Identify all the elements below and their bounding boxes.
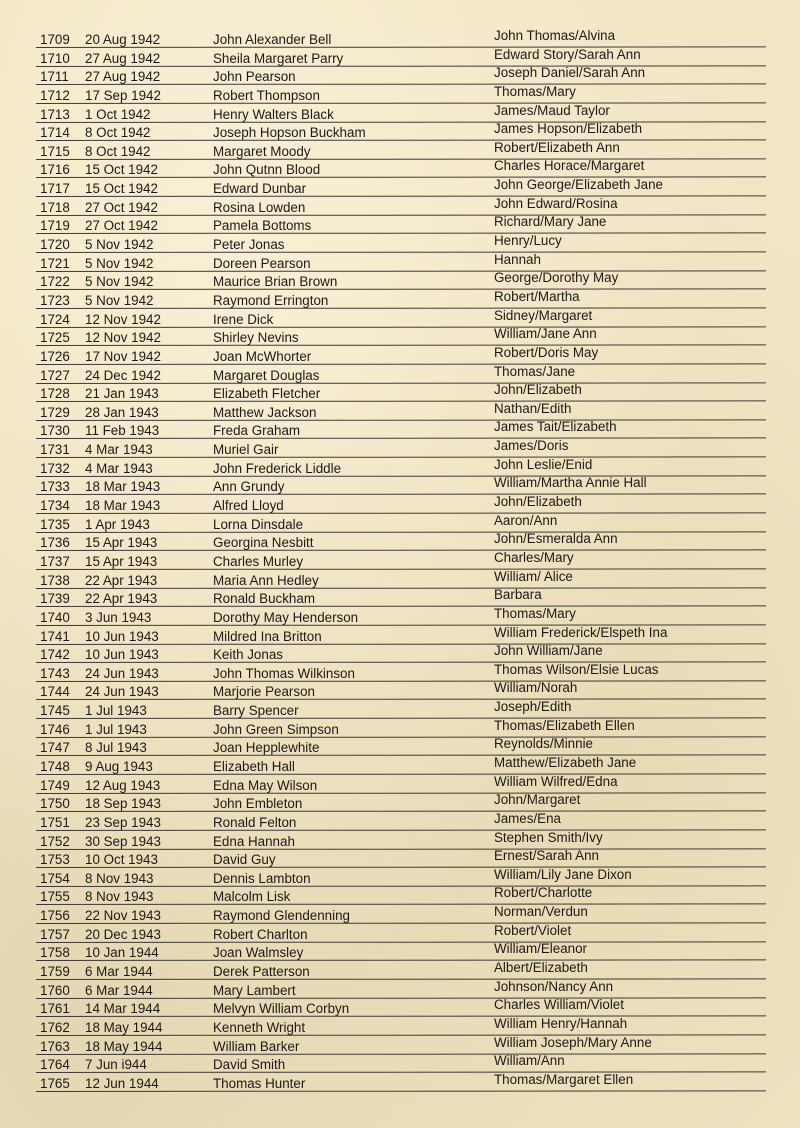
entry-date: 18 May 1944 bbox=[85, 1038, 163, 1054]
entry-number: 1762 bbox=[40, 1019, 70, 1035]
entry-number: 1733 bbox=[40, 479, 70, 495]
parents-names: James/Doris bbox=[494, 438, 569, 454]
child-name: Charles Murley bbox=[213, 553, 304, 569]
entry-date: 12 Aug 1943 bbox=[85, 777, 161, 793]
entry-number: 1714 bbox=[40, 125, 70, 141]
child-name: Joan McWhorter bbox=[213, 348, 312, 364]
entry-date: 1 Oct 1942 bbox=[85, 106, 151, 122]
child-name: Shirley Nevins bbox=[213, 330, 299, 346]
child-name: John Alexander Bell bbox=[213, 32, 332, 47]
entry-number: 1757 bbox=[40, 926, 70, 942]
entry-number: 1717 bbox=[40, 181, 70, 197]
entry-date: 12 Nov 1942 bbox=[85, 311, 161, 327]
entry-number: 1754 bbox=[40, 870, 70, 886]
parents-names: William Frederick/Elspeth Ina bbox=[494, 624, 668, 640]
child-name: Raymond Glendenning bbox=[213, 908, 350, 924]
entry-number: 1743 bbox=[40, 665, 70, 681]
parents-names: Thomas/Mary bbox=[494, 605, 576, 621]
entry-date: 5 Nov 1942 bbox=[85, 255, 154, 271]
entry-date: 10 Jan 1944 bbox=[85, 945, 159, 961]
child-name: John Green Simpson bbox=[213, 721, 339, 737]
entry-date: 20 Aug 1942 bbox=[85, 32, 161, 47]
register-row bbox=[0, 178, 800, 197]
parents-names: Robert/Martha bbox=[494, 288, 580, 304]
entry-date: 20 Dec 1943 bbox=[85, 926, 161, 942]
parents-names: William Joseph/Mary Anne bbox=[494, 1034, 652, 1050]
register-row bbox=[0, 253, 800, 272]
parents-names: Norman/Verdun bbox=[494, 904, 588, 920]
entry-date: 24 Dec 1942 bbox=[85, 367, 161, 383]
register-row bbox=[0, 141, 800, 160]
entry-number: 1730 bbox=[40, 423, 70, 439]
entry-date: 27 Oct 1942 bbox=[85, 218, 158, 234]
child-name: Ronald Buckham bbox=[213, 591, 315, 607]
parents-names: Nathan/Edith bbox=[494, 400, 572, 416]
parents-names: Robert/Elizabeth Ann bbox=[494, 139, 620, 155]
register-row bbox=[0, 66, 800, 85]
entry-number: 1715 bbox=[40, 143, 70, 159]
parents-names: Charles William/Violet bbox=[494, 997, 624, 1013]
child-name: Doreen Pearson bbox=[213, 255, 311, 271]
register-row bbox=[0, 924, 800, 943]
register-row bbox=[0, 327, 800, 346]
parents-names: James Hopson/Elizabeth bbox=[494, 121, 643, 137]
parents-names: Johnson/Nancy Ann bbox=[494, 978, 614, 994]
child-name: Freda Graham bbox=[213, 423, 301, 439]
parents-names: William/Martha Annie Hall bbox=[494, 475, 647, 491]
register-row bbox=[0, 458, 800, 477]
parents-names: James Tait/Elizabeth bbox=[494, 419, 617, 435]
entry-date: 18 May 1944 bbox=[85, 1019, 163, 1035]
parents-names: Ernest/Sarah Ann bbox=[494, 848, 599, 864]
register-row bbox=[0, 439, 800, 458]
register-row bbox=[0, 365, 800, 384]
child-name: Maurice Brian Brown bbox=[213, 274, 338, 290]
child-name: Robert Charlton bbox=[213, 926, 308, 942]
register-row bbox=[0, 476, 800, 495]
child-name: Peter Jonas bbox=[213, 237, 285, 253]
entry-number: 1719 bbox=[40, 218, 70, 234]
register-row bbox=[0, 514, 800, 533]
register-row bbox=[0, 1073, 800, 1092]
child-name: Mildred Ina Britton bbox=[213, 628, 322, 644]
entry-date: 9 Aug 1943 bbox=[85, 758, 153, 774]
parents-names: Robert/Doris May bbox=[494, 344, 599, 360]
entry-date: 21 Jan 1943 bbox=[85, 386, 159, 402]
child-name: Ann Grundy bbox=[213, 479, 285, 495]
register-row bbox=[0, 383, 800, 402]
child-name: Margaret Moody bbox=[213, 143, 311, 159]
entry-date: 1 Jul 1943 bbox=[85, 721, 147, 737]
parents-names: John Leslie/Enid bbox=[494, 456, 593, 472]
entry-date: 5 Nov 1942 bbox=[85, 292, 154, 308]
child-name: Ronald Felton bbox=[213, 814, 297, 830]
entry-number: 1727 bbox=[40, 367, 70, 383]
entry-number: 1724 bbox=[40, 311, 70, 327]
parents-names: John/Elizabeth bbox=[494, 382, 582, 398]
entry-date: 1 Jul 1943 bbox=[85, 703, 147, 719]
entry-date: 27 Oct 1942 bbox=[85, 199, 158, 215]
entry-date: 18 Sep 1943 bbox=[85, 796, 161, 812]
register-row bbox=[0, 104, 800, 123]
child-name: Joan Hepplewhite bbox=[213, 740, 320, 756]
parents-names: John George/Elizabeth Jane bbox=[494, 177, 663, 193]
entry-date: 3 Jun 1943 bbox=[85, 609, 152, 625]
entry-date: 18 Mar 1943 bbox=[85, 479, 161, 495]
entry-date: 7 Jun i944 bbox=[85, 1057, 147, 1073]
register-row bbox=[0, 681, 800, 700]
entry-date: 12 Nov 1942 bbox=[85, 330, 161, 346]
entry-date: 8 Nov 1943 bbox=[85, 889, 154, 905]
parents-names: John Thomas/Alvina bbox=[494, 28, 616, 43]
parents-names: William/Lily Jane Dixon bbox=[494, 866, 632, 882]
register-row bbox=[0, 1054, 800, 1073]
parents-names: George/Dorothy May bbox=[494, 270, 619, 286]
entry-number: 1741 bbox=[40, 628, 70, 644]
entry-number: 1709 bbox=[40, 32, 70, 47]
register-row bbox=[0, 663, 800, 682]
entry-number: 1752 bbox=[40, 833, 70, 849]
entry-number: 1736 bbox=[40, 535, 70, 551]
child-name: Melvyn William Corbyn bbox=[213, 1001, 350, 1017]
register-row bbox=[0, 756, 800, 775]
register-row bbox=[0, 868, 800, 887]
child-name: Edna Hannah bbox=[213, 833, 295, 849]
entry-number: 1710 bbox=[40, 50, 70, 66]
parents-names: Charles/Mary bbox=[494, 549, 574, 565]
entry-number: 1744 bbox=[40, 684, 70, 700]
register-row bbox=[0, 719, 800, 738]
entry-number: 1734 bbox=[40, 498, 70, 514]
parents-names: Hannah bbox=[494, 251, 541, 267]
child-name: William Barker bbox=[213, 1038, 300, 1054]
parents-names: William/ Alice bbox=[494, 568, 573, 584]
parents-names: James/Ena bbox=[494, 810, 561, 826]
entry-number: 1729 bbox=[40, 404, 70, 420]
child-name: Thomas Hunter bbox=[213, 1075, 306, 1091]
entry-number: 1738 bbox=[40, 572, 70, 588]
parents-names: William/Eleanor bbox=[494, 941, 588, 957]
entry-date: 27 Aug 1942 bbox=[85, 69, 161, 85]
entry-date: 8 Nov 1943 bbox=[85, 870, 154, 886]
child-name: Rosina Lowden bbox=[213, 199, 306, 215]
register-row bbox=[0, 998, 800, 1017]
register-row bbox=[0, 85, 800, 104]
child-name: John Frederick Liddle bbox=[213, 460, 342, 476]
entry-number: 1726 bbox=[40, 348, 70, 364]
entry-number: 1732 bbox=[40, 460, 70, 476]
parents-names: Joseph/Edith bbox=[494, 699, 572, 715]
register-row bbox=[0, 551, 800, 570]
entry-date: 15 Apr 1943 bbox=[85, 553, 158, 569]
entry-date: 14 Mar 1944 bbox=[85, 1001, 161, 1017]
child-name: Barry Spencer bbox=[213, 703, 299, 719]
entry-number: 1716 bbox=[40, 162, 70, 178]
child-name: Pamela Bottoms bbox=[213, 218, 312, 234]
entry-number: 1718 bbox=[40, 199, 70, 215]
entry-date: 12 Jun 1944 bbox=[85, 1075, 159, 1091]
parents-names: Robert/Violet bbox=[494, 922, 572, 938]
entry-date: 15 Oct 1942 bbox=[85, 162, 158, 178]
parents-names: William/Jane Ann bbox=[494, 326, 597, 342]
child-name: Malcolm Lisk bbox=[213, 889, 291, 905]
entry-number: 1711 bbox=[40, 69, 69, 85]
child-name: John Embleton bbox=[213, 796, 303, 812]
entry-date: 8 Oct 1942 bbox=[85, 143, 151, 159]
child-name: Derek Patterson bbox=[213, 964, 310, 980]
entry-number: 1725 bbox=[40, 330, 70, 346]
parents-names: Thomas/Margaret Ellen bbox=[494, 1071, 634, 1087]
entry-date: 8 Jul 1943 bbox=[85, 740, 147, 756]
child-name: Dorothy May Henderson bbox=[213, 609, 359, 625]
register-row bbox=[0, 420, 800, 439]
parents-names: Thomas/Jane bbox=[494, 363, 576, 379]
child-name: Matthew Jackson bbox=[213, 404, 317, 420]
entry-date: 6 Mar 1944 bbox=[85, 982, 153, 998]
entry-number: 1735 bbox=[40, 516, 70, 532]
entry-number: 1742 bbox=[40, 647, 70, 663]
parents-names: Sidney/Margaret bbox=[494, 307, 593, 323]
entry-number: 1740 bbox=[40, 609, 70, 625]
entry-date: 4 Mar 1943 bbox=[85, 442, 153, 458]
register-row bbox=[0, 346, 800, 365]
parents-names: Richard/Mary Jane bbox=[494, 214, 607, 230]
entry-date: 11 Feb 1943 bbox=[85, 423, 160, 439]
entry-number: 1722 bbox=[40, 274, 70, 290]
entry-date: 6 Mar 1944 bbox=[85, 964, 153, 980]
register-row bbox=[0, 831, 800, 850]
child-name: Alfred Lloyd bbox=[213, 498, 284, 514]
entry-number: 1747 bbox=[40, 740, 70, 756]
entry-number: 1758 bbox=[40, 945, 70, 961]
entry-number: 1759 bbox=[40, 964, 70, 980]
entry-number: 1764 bbox=[40, 1057, 70, 1073]
parents-names: Aaron/Ann bbox=[494, 512, 558, 528]
register-row bbox=[0, 159, 800, 178]
entry-date: 10 Jun 1943 bbox=[85, 647, 159, 663]
parents-names: James/Maud Taylor bbox=[494, 102, 610, 118]
entry-number: 1745 bbox=[40, 703, 70, 719]
entry-date: 27 Aug 1942 bbox=[85, 50, 161, 66]
entry-date: 22 Apr 1943 bbox=[85, 572, 158, 588]
parents-names: Matthew/Elizabeth Jane bbox=[494, 754, 637, 770]
register-row bbox=[0, 215, 800, 234]
parents-names: John William/Jane bbox=[494, 643, 603, 659]
parents-names: Thomas Wilson/Elsie Lucas bbox=[494, 661, 659, 677]
entry-date: 17 Sep 1942 bbox=[85, 87, 161, 103]
register-table bbox=[0, 29, 800, 1092]
child-name: Edward Dunbar bbox=[213, 181, 307, 197]
entry-number: 1749 bbox=[40, 777, 70, 793]
parents-names: Reynolds/Minnie bbox=[494, 736, 593, 752]
entry-date: 5 Nov 1942 bbox=[85, 274, 154, 290]
child-name: Lorna Dinsdale bbox=[213, 516, 304, 532]
parents-names: William Henry/Hannah bbox=[494, 1015, 628, 1031]
entry-date: 15 Oct 1942 bbox=[85, 181, 158, 197]
entry-number: 1720 bbox=[40, 237, 70, 253]
child-name: Mary Lambert bbox=[213, 982, 296, 998]
entry-number: 1723 bbox=[40, 292, 70, 308]
child-name: Muriel Gair bbox=[213, 442, 279, 458]
parents-names: Stephen Smith/Ivy bbox=[494, 829, 603, 845]
child-name: Sheila Margaret Parry bbox=[213, 50, 344, 66]
parents-names: William Wilfred/Edna bbox=[494, 773, 618, 789]
child-name: Joseph Hopson Buckham bbox=[213, 125, 366, 141]
parents-names: John Edward/Rosina bbox=[494, 195, 618, 211]
child-name: Marjorie Pearson bbox=[213, 684, 315, 700]
register-row bbox=[0, 532, 800, 551]
register-row bbox=[0, 793, 800, 812]
register-row bbox=[0, 644, 800, 663]
register-row bbox=[0, 942, 800, 961]
entry-date: 23 Sep 1943 bbox=[85, 814, 161, 830]
entry-number: 1756 bbox=[40, 908, 70, 924]
entry-date: 28 Jan 1943 bbox=[85, 404, 159, 420]
register-row bbox=[0, 122, 800, 141]
child-name: Georgina Nesbitt bbox=[213, 535, 314, 551]
entry-date: 22 Apr 1943 bbox=[85, 591, 158, 607]
register-row bbox=[0, 607, 800, 626]
register-row bbox=[0, 905, 800, 924]
register-row bbox=[0, 29, 800, 48]
register-row bbox=[0, 570, 800, 589]
entry-number: 1760 bbox=[40, 982, 70, 998]
child-name: John Pearson bbox=[213, 69, 296, 85]
register-row bbox=[0, 290, 800, 309]
child-name: Kenneth Wright bbox=[213, 1019, 306, 1035]
register-row bbox=[0, 588, 800, 607]
child-name: Edna May Wilson bbox=[213, 777, 318, 793]
entry-number: 1737 bbox=[40, 553, 70, 569]
register-row bbox=[0, 961, 800, 980]
register-row bbox=[0, 271, 800, 290]
parents-names: Henry/Lucy bbox=[494, 233, 562, 249]
entry-number: 1765 bbox=[40, 1075, 70, 1091]
parents-names: Charles Horace/Margaret bbox=[494, 158, 645, 174]
entry-number: 1755 bbox=[40, 889, 70, 905]
entry-number: 1753 bbox=[40, 852, 70, 868]
parents-names: John/Elizabeth bbox=[494, 494, 582, 510]
child-name: Keith Jonas bbox=[213, 647, 283, 663]
entry-number: 1746 bbox=[40, 721, 70, 737]
register-row bbox=[0, 700, 800, 719]
parents-names: Edward Story/Sarah Ann bbox=[494, 46, 641, 62]
child-name: Margaret Douglas bbox=[213, 367, 320, 383]
parents-names: John/Esmeralda Ann bbox=[494, 531, 618, 547]
parents-names: Robert/Charlotte bbox=[494, 885, 593, 901]
entry-date: 17 Nov 1942 bbox=[85, 348, 161, 364]
entry-number: 1713 bbox=[40, 106, 70, 122]
entry-number: 1750 bbox=[40, 796, 70, 812]
register-row bbox=[0, 775, 800, 794]
entry-date: 5 Nov 1942 bbox=[85, 237, 154, 253]
entry-date: 4 Mar 1943 bbox=[85, 460, 153, 476]
register-row bbox=[0, 309, 800, 328]
child-name: Elizabeth Fletcher bbox=[213, 386, 321, 402]
entry-number: 1721 bbox=[40, 255, 70, 271]
register-row bbox=[0, 1036, 800, 1055]
register-row bbox=[0, 48, 800, 67]
register-row bbox=[0, 197, 800, 216]
parents-names: Joseph Daniel/Sarah Ann bbox=[494, 65, 646, 81]
child-name: David Smith bbox=[213, 1057, 286, 1073]
register-row bbox=[0, 849, 800, 868]
entry-number: 1712 bbox=[40, 87, 70, 103]
entry-number: 1731 bbox=[40, 442, 70, 458]
child-name: Dennis Lambton bbox=[213, 870, 311, 886]
child-name: Henry Walters Black bbox=[213, 106, 334, 122]
parents-names: Albert/Elizabeth bbox=[494, 960, 588, 976]
parents-names: Thomas/Mary bbox=[494, 83, 576, 99]
entry-number: 1728 bbox=[40, 386, 70, 402]
register-row bbox=[0, 737, 800, 756]
register-row bbox=[0, 812, 800, 831]
entry-date: 10 Jun 1943 bbox=[85, 628, 159, 644]
child-name: John Thomas Wilkinson bbox=[213, 665, 355, 681]
entry-date: 1 Apr 1943 bbox=[85, 516, 150, 532]
entry-date: 18 Mar 1943 bbox=[85, 498, 161, 514]
register-row bbox=[0, 234, 800, 253]
child-name: Joan Walmsley bbox=[213, 945, 304, 961]
child-name: John Qutnn Blood bbox=[213, 162, 321, 178]
entry-number: 1751 bbox=[40, 814, 70, 830]
parents-names: John/Margaret bbox=[494, 792, 581, 808]
child-name: Irene Dick bbox=[213, 311, 274, 327]
child-name: Elizabeth Hall bbox=[213, 758, 295, 774]
entry-number: 1748 bbox=[40, 758, 70, 774]
register-row bbox=[0, 1017, 800, 1036]
entry-date: 24 Jun 1943 bbox=[85, 665, 159, 681]
register-row bbox=[0, 980, 800, 999]
entry-number: 1761 bbox=[40, 1001, 70, 1017]
register-row bbox=[0, 495, 800, 514]
child-name: Raymond Errington bbox=[213, 292, 329, 308]
entry-number: 1763 bbox=[40, 1038, 70, 1054]
child-name: David Guy bbox=[213, 852, 276, 868]
entry-date: 30 Sep 1943 bbox=[85, 833, 161, 849]
register-row bbox=[0, 626, 800, 645]
register-row bbox=[0, 886, 800, 905]
parents-names: William/Ann bbox=[494, 1053, 565, 1069]
parents-names: Barbara bbox=[494, 587, 542, 603]
entry-date: 10 Oct 1943 bbox=[85, 852, 158, 868]
child-name: Robert Thompson bbox=[213, 87, 320, 103]
entry-number: 1739 bbox=[40, 591, 70, 607]
register-row bbox=[0, 402, 800, 421]
entry-date: 8 Oct 1942 bbox=[85, 125, 151, 141]
entry-date: 15 Apr 1943 bbox=[85, 535, 158, 551]
entry-date: 22 Nov 1943 bbox=[85, 908, 161, 924]
entry-date: 24 Jun 1943 bbox=[85, 684, 159, 700]
parents-names: William/Norah bbox=[494, 680, 578, 696]
child-name: Maria Ann Hedley bbox=[213, 572, 319, 588]
parents-names: Thomas/Elizabeth Ellen bbox=[494, 717, 635, 733]
